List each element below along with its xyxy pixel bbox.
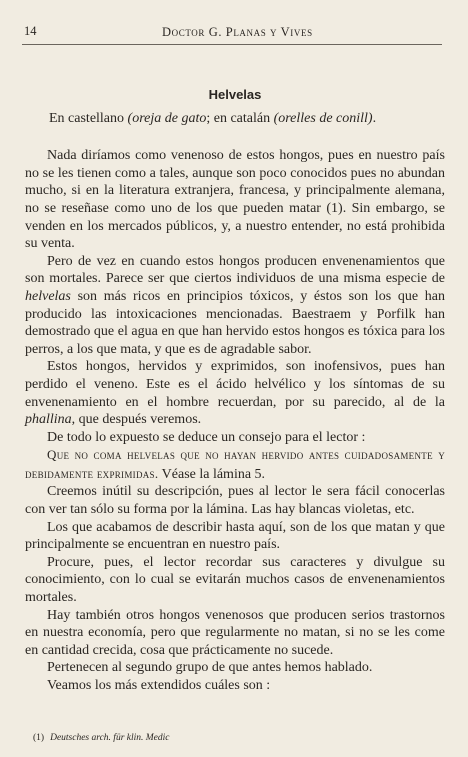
paragraph-10: Pertenecen al segundo grupo de que antes hemos hablado. <box>47 660 373 676</box>
footnote-text: Deutsches arch. für klin. Medic <box>50 733 170 743</box>
plate-reference: Véase la lámina 5. <box>158 466 266 482</box>
footnote <box>33 733 170 743</box>
paragraph-2 <box>25 253 445 359</box>
castilian-name: (oreja de gato <box>127 110 207 126</box>
catalan-name: (orelles de conill) <box>273 110 373 126</box>
names-middle: ; en catalán <box>206 110 271 126</box>
paragraph-5 <box>25 446 445 483</box>
warning-text: Que no coma helvelas que no hayan hervido antes cuidadosamente y debidamente exprimidas. <box>25 447 445 481</box>
paragraph-1: Nada diríamos como venenoso de estos hongos, pues en nuestro país no se les tienen como a tales, aunque son poco conocidos pues no abundan mucho, si en la literatura extranjera, francesa, y principalmente alemana, no se reseñase como uno de los que pueden matar (1). Sin embargo, se venden en los mercados públicos, y, a nuestro entender, no está prohibida su venta. <box>25 148 445 252</box>
names-suffix: . <box>372 110 377 126</box>
page-header <box>22 20 442 45</box>
paragraph-4: De todo lo expuesto se deduce un consejo para el lector : <box>47 429 366 445</box>
common-names <box>25 110 445 128</box>
paragraph-7: Los que acabamos de describir hasta aquí, son de los que matan y que principalmente se encuentran en nuestro país. <box>25 519 445 553</box>
paragraph-2-text-b: son más ricos en principios tóxicos, y éstos son los que han producido las intoxicaciones mencionadas. Baestraem y Porfilk han demostrado que el agua en que han hervido estos hongos es tóxica para los perros, a los que mata, y que es de agradable sabor. <box>25 288 445 357</box>
paragraph-8: Procure, pues, el lector recordar sus caracteres y divulgue su conocimiento, con lo cual se evitarán muchos casos de envenenamientos mortales. <box>25 554 445 606</box>
paragraph-11: Veamos los más extendidos cuáles son : <box>47 678 271 693</box>
page-number: 14 <box>24 24 37 38</box>
footnote-mark: (1) <box>33 733 45 743</box>
paragraph-9: Hay también otros hongos venenosos que producen serios trastornos en nuestra economía, pero que regularmente no matan, si no se les come en cantidad crecida, cosa que prácticamente no sucede. <box>25 607 445 658</box>
paragraph-6: Creemos inútil su descripción, pues al lector le sera fácil conocerlas con ver tan sólo su forma por la lámina. Las hay blancas violetas, etc. <box>25 484 445 518</box>
paragraph-3-text-a: Estos hongos, hervidos y exprimidos, son inofensivos, pues han perdido el veneno. Este es el ácido helvélico y los síntomas de su envenenamiento en el hombre recuerdan, por su parecido, al de la <box>25 359 445 410</box>
term-helvelas: helvelas <box>25 288 71 304</box>
names-prefix: En castellano <box>49 110 125 126</box>
term-phallina: phallina <box>25 412 72 428</box>
section-title: Helvelas <box>208 87 262 102</box>
page-body <box>25 86 445 695</box>
paragraph-2-text-a: Pero de vez en cuando estos hongos producen envenenamientos que son mortales. Parece ser que ciertos individuos de una misma especie de <box>25 253 445 287</box>
paragraph-3-text-b: , que después veremos. <box>71 412 202 428</box>
paragraph-3 <box>25 358 445 428</box>
running-head: Doctor G. Planas y Vives <box>162 25 313 39</box>
